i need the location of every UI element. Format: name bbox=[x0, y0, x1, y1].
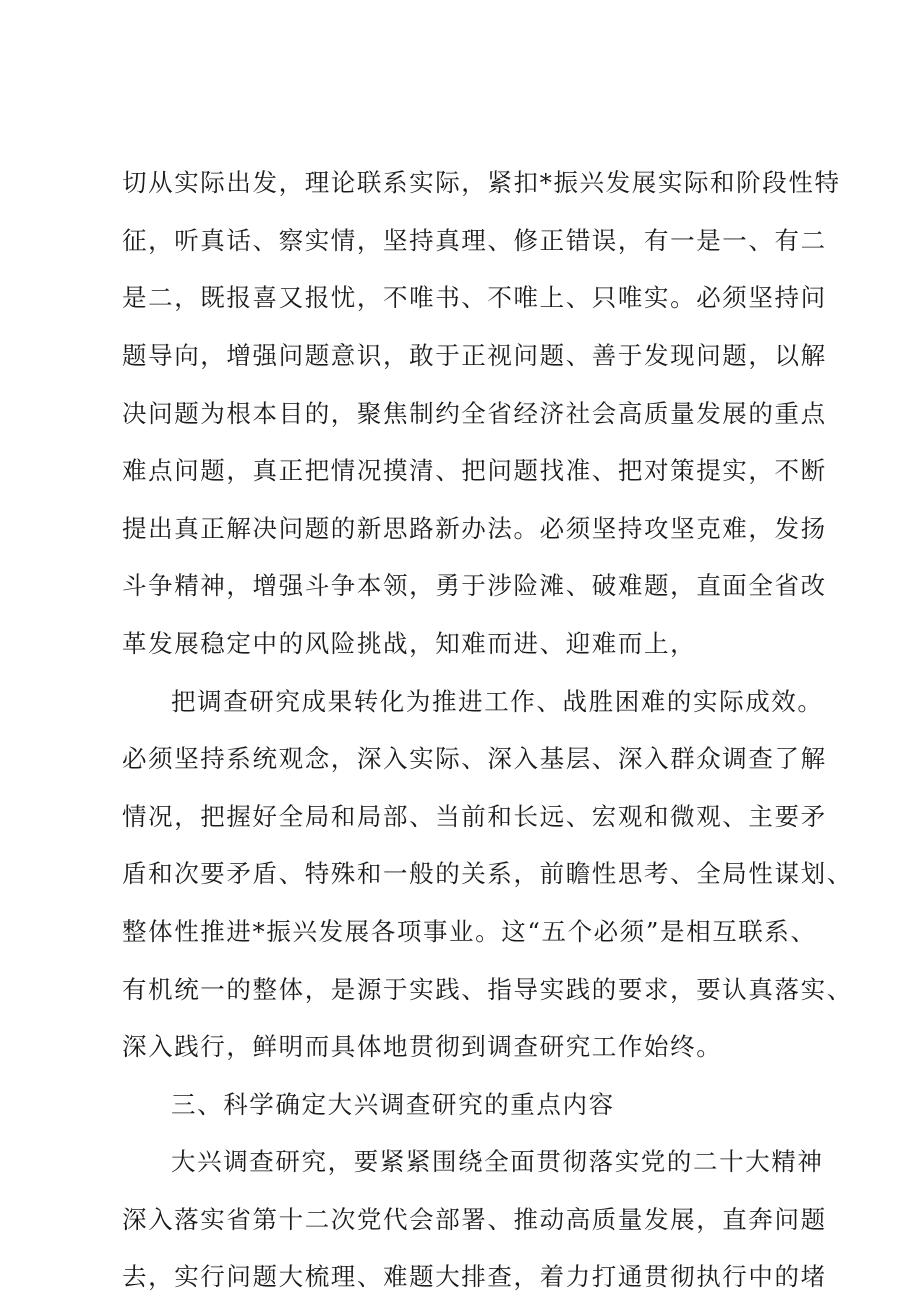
body-text-line: 难点问题，真正把情况摸清、把问题找准、把对策提实，不断 bbox=[122, 456, 827, 485]
body-text-line: 决问题为根本目的，聚焦制约全省经济社会高质量发展的重点 bbox=[122, 399, 827, 428]
body-text-line: 去，实行问题大梳理、难题大排查，着力打通贯彻执行中的堵 bbox=[122, 1262, 827, 1291]
body-text-line: 深入践行，鲜明而具体地贯彻到调查研究工作始终。 bbox=[122, 1032, 723, 1061]
body-text-line: 盾和次要矛盾、特殊和一般的关系，前瞻性思考、全局性谋划、 bbox=[122, 859, 853, 888]
body-text-line: 提出真正解决问题的新思路新办法。必须坚持攻坚克难，发扬 bbox=[122, 514, 827, 543]
body-text-line: 切从实际出发，理论联系实际，紧扣*振兴发展实际和阶段性特 bbox=[122, 168, 841, 197]
section-heading: 三、科学确定大兴调查研究的重点内容 bbox=[171, 1090, 615, 1119]
body-text-line: 情况，把握好全局和局部、当前和长远、宏观和微观、主要矛 bbox=[122, 802, 827, 831]
body-text-line: 深入落实省第十二次党代会部署、推动高质量发展，直奔问题 bbox=[122, 1205, 827, 1234]
body-text-line: 整体性推进*振兴发展各项事业。这“五个必须”是相互联系、 bbox=[122, 917, 817, 946]
body-text-line: 革发展稳定中的风险挑战，知难而进、迎难而上， bbox=[122, 629, 697, 658]
body-text-line: 征，听真话、察实情，坚持真理、修正错误，有一是一、有二 bbox=[122, 226, 827, 255]
body-text-line: 斗争精神，增强斗争本领，勇于涉险滩、破难题，直面全省改 bbox=[122, 571, 827, 600]
body-text-line: 题导向，增强问题意识，敢于正视问题、善于发现问题，以解 bbox=[122, 341, 827, 370]
body-text-line: 是二，既报喜又报忧，不唯书、不唯上、只唯实。必须坚持问 bbox=[122, 283, 827, 312]
body-text-line: 有机统一的整体，是源于实践、指导实践的要求，要认真落实、 bbox=[122, 975, 853, 1004]
body-text-line: 必须坚持系统观念，深入实际、深入基层、深入群众调查了解 bbox=[122, 744, 827, 773]
paragraph-first-line: 把调查研究成果转化为推进工作、战胜困难的实际成效。 bbox=[171, 687, 824, 716]
paragraph-first-line: 大兴调查研究，要紧紧围绕全面贯彻落实党的二十大精神 bbox=[171, 1147, 824, 1176]
